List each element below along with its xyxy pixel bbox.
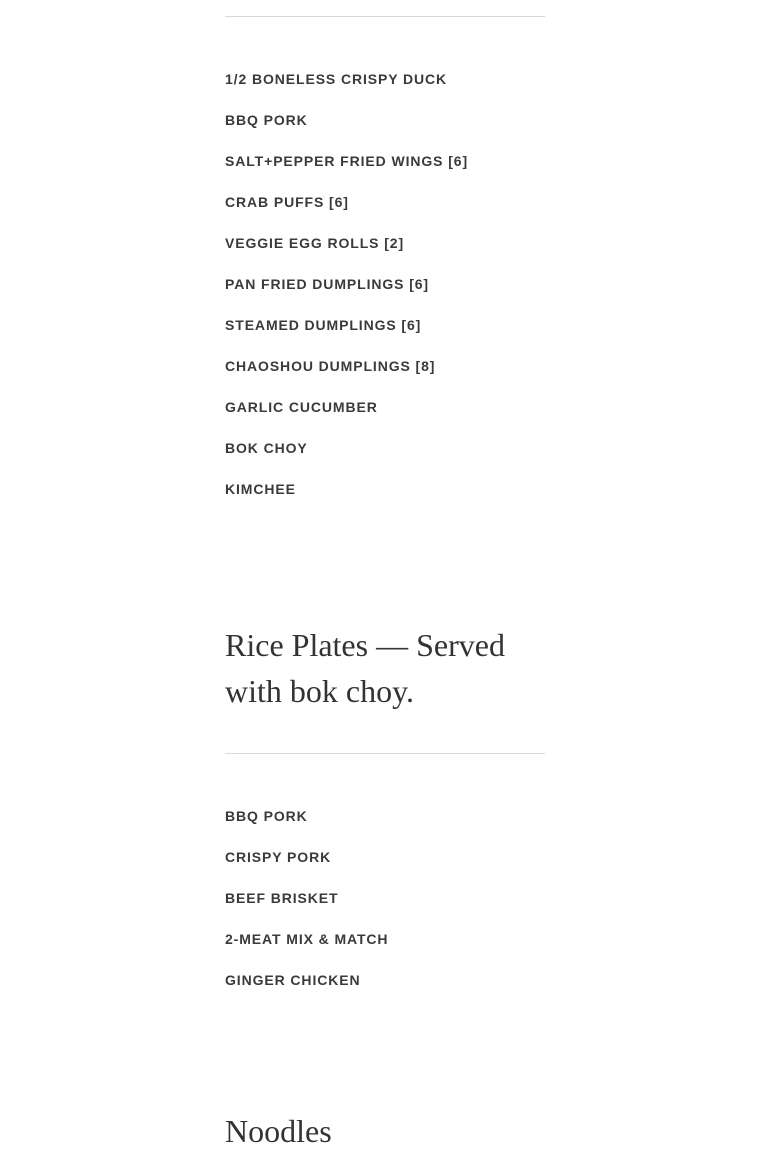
menu-item: BOK CHOY [225,440,308,456]
menu-item: BBQ PORK [225,808,308,824]
menu-item: SALT+PEPPER FRIED WINGS [6] [225,153,469,169]
menu-item: GINGER CHICKEN [225,972,361,988]
menu-item: STEAMED DUMPLINGS [6] [225,317,422,333]
menu-item: 2-MEAT MIX & MATCH [225,931,389,947]
section-heading-next-partial [225,1110,545,1149]
menu-item: CRISPY PORK [225,849,332,865]
menu-item: GARLIC CUCUMBER [225,399,378,415]
section-heading-text: Noodles [225,1113,332,1149]
menu-item: VEGGIE EGG ROLLS [2] [225,235,405,251]
menu-item: CHAOSHOU DUMPLINGS [8] [225,358,436,374]
menu-item: 1/2 BONELESS CRISPY DUCK [225,71,448,87]
menu-item: CRAB PUFFS [6] [225,194,349,210]
section-divider [225,753,545,754]
menu-item: PAN FRIED DUMPLINGS [6] [225,276,429,292]
menu-item: BEEF BRISKET [225,890,339,906]
section-heading-rice-plates: Rice Plates — Served with bok choy. [225,627,505,709]
section-divider [225,16,545,17]
menu-item: BBQ PORK [225,112,308,128]
menu-item: KIMCHEE [225,481,296,497]
